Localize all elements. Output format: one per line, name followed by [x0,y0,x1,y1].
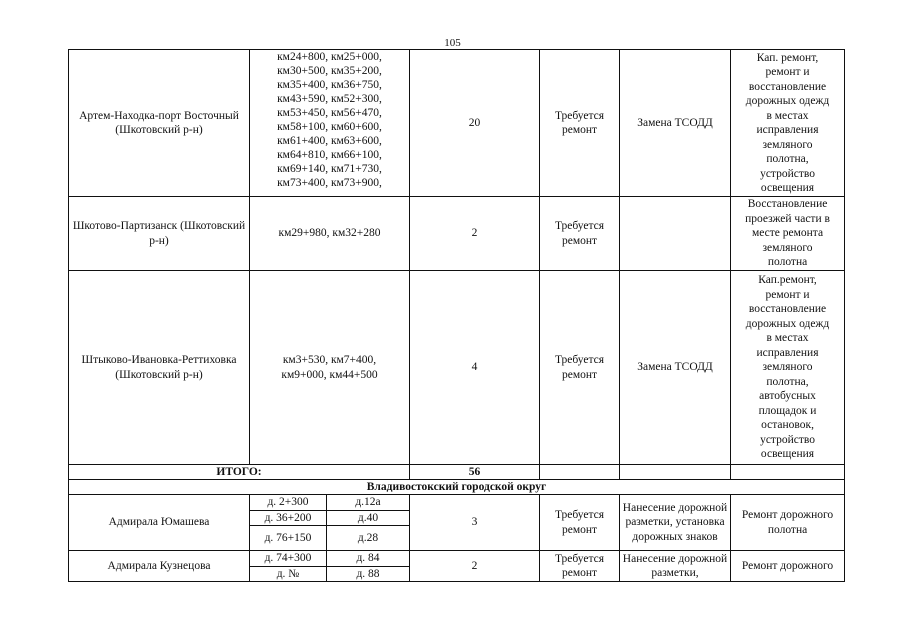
text-line: устройство [760,167,815,180]
defect-count: 4 [410,271,540,465]
text-line: земляного [762,361,813,374]
table-row [69,197,845,271]
address-to: д.40 [327,510,410,526]
text-line: км30+500, км35+200, [277,65,382,77]
km-list [250,271,410,465]
road-name: Адмирала Юмашева [69,495,250,551]
address-to: д.28 [327,526,410,551]
text-line: Кап. ремонт, [756,51,819,64]
text-line: ремонт и [765,66,810,78]
text-line: в местах [766,332,809,345]
road-name: Штыково-Ивановка-Реттиховка (Шкотовский р-н) [69,271,250,465]
defect-count: 20 [410,50,540,197]
page-number: 105 [444,37,461,49]
address-from: д. № [250,566,327,582]
km-list [250,197,410,271]
table-row [69,551,845,567]
address-from: д. 2+300 [250,495,327,511]
address-to: д. 88 [327,566,410,582]
text-line: км9+000, км44+500 [281,368,378,381]
defect-count: 3 [410,495,540,551]
text-line: км69+140, км71+730, [277,163,382,175]
address-to: д. 84 [327,551,410,567]
address-from: д. 36+200 [250,510,327,526]
text-line: месте ремонта [751,227,824,240]
repair-description: Ремонт дорожного полотна [731,495,845,551]
text-line: полотна [767,256,808,269]
total-row [69,465,845,480]
status-text: Требуется ремонт [540,197,620,271]
text-line: автобусных [759,390,816,403]
text-line: исправления [756,124,819,136]
text-line: устройство [760,433,815,446]
text-line: земляного [762,241,813,254]
road-name: Шкотово-Партизанск (Шкотовский р-н) [69,197,250,271]
address-to: д.12а [327,495,410,511]
km-list [250,50,410,197]
text-line: дорожных одежд [745,95,830,107]
total-label: ИТОГО: [69,465,410,480]
road-name: Адмирала Кузнецова [69,551,250,582]
text-line: км58+100, км60+600, [277,121,382,133]
work-type: Нанесение дорожной разметки, установка дорожных знаков [620,495,731,551]
district-title: Владивостокский городской округ [69,480,845,495]
text-line: освещения [760,448,815,461]
text-line: Кап.ремонт, [758,274,817,287]
table-row [69,50,845,197]
text-line: км64+810, км66+100, [277,149,382,161]
status-text: Требуется ремонт [540,271,620,465]
text-line: км43+590, км52+300, [277,93,382,105]
text-line: км53+450, км56+470, [277,107,382,119]
text-line: полотна, [766,153,809,165]
text-line: км3+530, км7+400, [282,354,377,366]
status-text: Требуется ремонт [540,50,620,197]
status-text: Требуется ремонт [540,495,620,551]
text-line: км35+400, км36+750, [277,79,382,91]
road-repair-table [68,49,845,582]
defect-count: 2 [410,197,540,271]
text-line: проезжей части в [745,212,830,225]
text-line: км29+980, км32+280 [278,227,381,240]
table-row [69,271,845,465]
text-line: исправления [756,346,819,359]
address-from: д. 74+300 [250,551,327,567]
text-line: Восстановление [747,198,828,211]
total-value: 56 [410,465,540,480]
text-line: км24+800, км25+000, [277,51,382,63]
road-name: Артем-Находка-порт Восточный (Шкотовский р-н) [69,50,250,197]
text-line: в местах [766,109,809,122]
text-line: площадок и [758,404,817,417]
work-type: Замена ТСОДД [620,50,731,197]
text-line: восстановление [748,80,827,93]
text-line: дорожных одежд [745,317,830,330]
text-line: км61+400, км63+600, [277,135,382,147]
table-row [69,495,845,511]
text-line: освещения [760,182,815,194]
text-line: км73+400, км73+900, [277,177,382,189]
text-line: ремонт и [765,288,810,301]
text-line: восстановление [748,303,827,316]
repair-description [731,197,845,271]
defect-count: 2 [410,551,540,582]
repair-description: Ремонт дорожного [731,551,845,582]
repair-description [731,50,845,197]
text-line: полотна, [766,375,809,388]
text-line: остановок, [761,419,814,432]
status-text: Требуется ремонт [540,551,620,582]
text-line: земляного [762,138,813,151]
address-from: д. 76+150 [250,526,327,551]
work-type: Нанесение дорожной разметки, [620,551,731,582]
work-type [620,197,731,271]
district-row [69,480,845,495]
repair-description [731,271,845,465]
work-type: Замена ТСОДД [620,271,731,465]
